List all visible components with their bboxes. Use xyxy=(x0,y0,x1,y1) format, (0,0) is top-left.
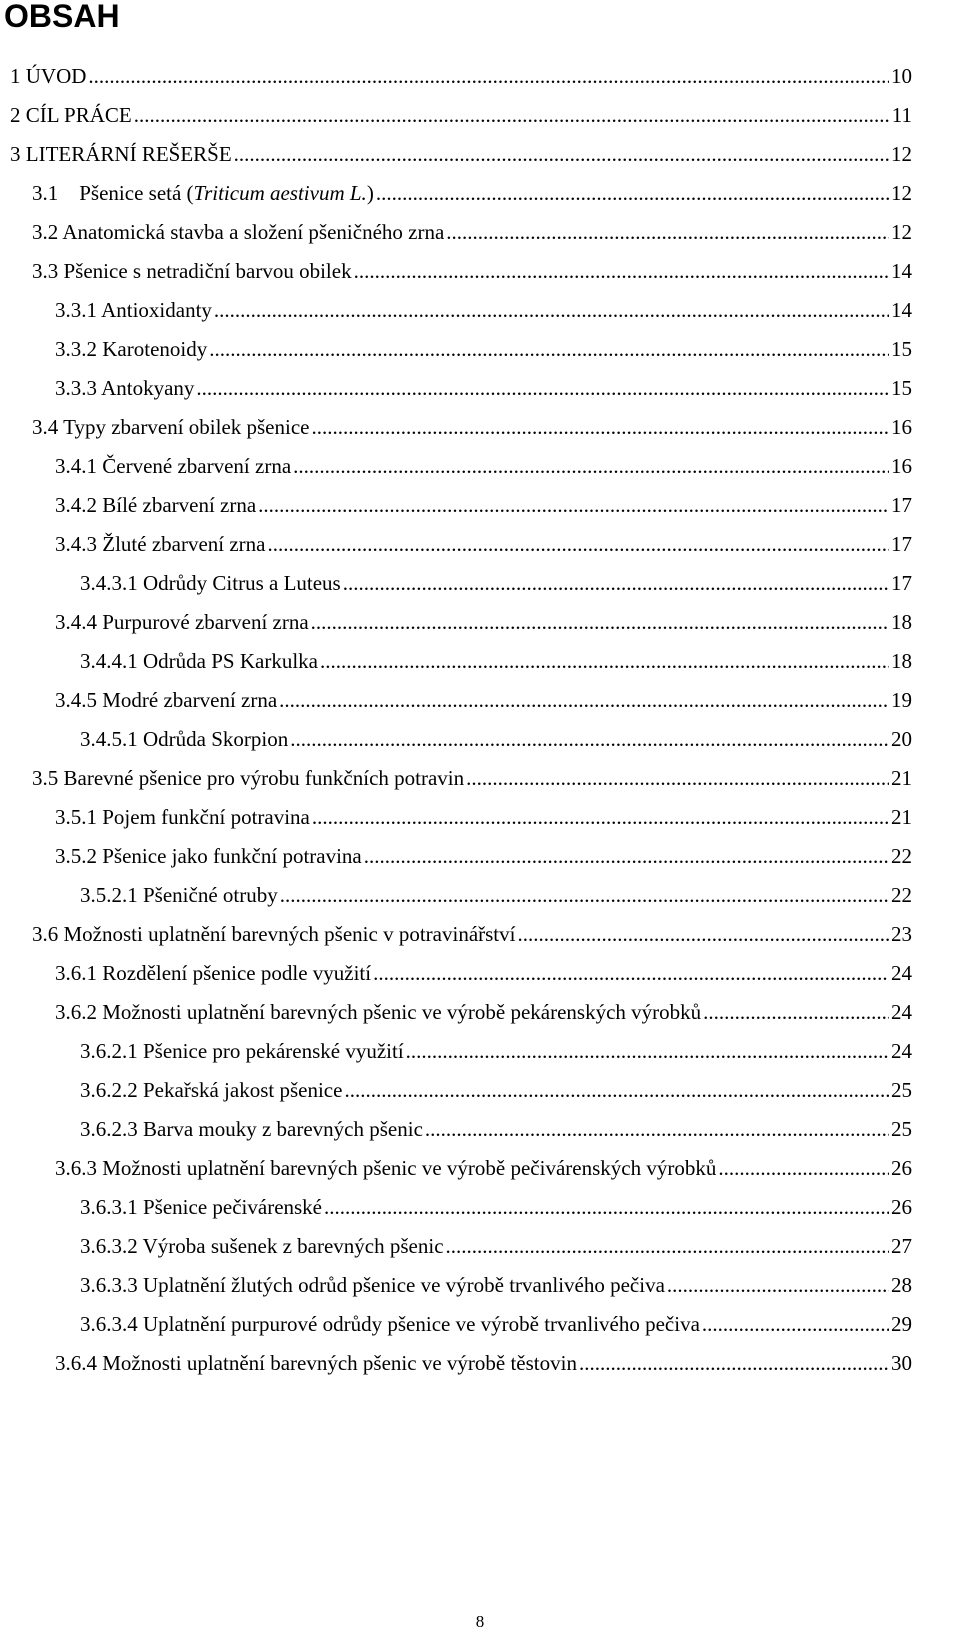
toc-leader-dots xyxy=(258,491,889,519)
toc-entry-page: 15 xyxy=(891,376,912,400)
toc-entry-title: 3.6.1 Rozdělení pšenice podle využití xyxy=(55,961,372,985)
toc-entry-page: 25 xyxy=(891,1078,912,1102)
toc-leader-dots xyxy=(376,179,889,207)
toc-leader-dots xyxy=(290,725,889,753)
toc-leader-dots xyxy=(703,998,889,1026)
toc-entry-page: 27 xyxy=(891,1234,912,1258)
toc-entry-title: 3.6.3.2 Výroba sušenek z barevných pšenic xyxy=(80,1234,444,1258)
toc-entry-title: 3.4.2 Bílé zbarvení zrna xyxy=(55,493,257,517)
toc-leader-dots xyxy=(344,1076,889,1104)
toc-entry-page: 18 xyxy=(891,610,912,634)
toc-leader-dots xyxy=(311,608,889,636)
toc-entry-page: 30 xyxy=(891,1351,912,1375)
toc-entry[interactable] xyxy=(32,764,912,792)
toc-entry[interactable] xyxy=(55,608,912,636)
toc-entry-page: 12 xyxy=(891,142,912,166)
toc-entry-title: 3.4 Typy zbarvení obilek pšenice xyxy=(32,415,310,439)
toc-entry-title: 2 CÍL PRÁCE xyxy=(10,103,132,127)
toc-entry-title: 3.6.2.3 Barva mouky z barevných pšenic xyxy=(80,1117,423,1141)
toc-entry[interactable] xyxy=(80,1271,912,1299)
toc-leader-dots xyxy=(234,140,889,168)
toc-entry-title: 3.6.3.4 Uplatnění purpurové odrůdy pšenice ve výrobě trvanlivého pečiva xyxy=(80,1312,700,1336)
toc-entry[interactable] xyxy=(55,1154,912,1182)
toc-entry-page: 20 xyxy=(891,727,912,751)
toc-entry-title: 3.4.1 Červené zbarvení zrna xyxy=(55,454,292,478)
toc-entry[interactable] xyxy=(32,413,912,441)
toc-entry-page: 11 xyxy=(891,103,912,127)
toc-entry-page: 14 xyxy=(891,259,912,283)
toc-entry-title: 3.6.2.1 Pšenice pro pekárenské využití xyxy=(80,1039,404,1063)
toc-entry-page: 22 xyxy=(891,883,912,907)
toc-entry-title: 3 LITERÁRNÍ REŠERŠE xyxy=(10,142,232,166)
toc-leader-dots xyxy=(364,842,889,870)
toc-entry-page: 17 xyxy=(891,571,912,595)
toc-entry-page: 10 xyxy=(891,64,912,88)
toc-entry-page: 16 xyxy=(891,415,912,439)
toc-entry[interactable] xyxy=(55,296,912,324)
toc-entry-page: 22 xyxy=(891,844,912,868)
toc-entry-title: 3.3.1 Antioxidanty xyxy=(55,298,212,322)
toc-leader-dots xyxy=(343,569,889,597)
toc-leader-dots xyxy=(293,452,889,480)
toc-leader-dots xyxy=(446,1232,889,1260)
toc-entry[interactable] xyxy=(55,530,912,558)
toc-entry-page: 12 xyxy=(891,220,912,244)
toc-entry-title: 3.4.5.1 Odrůda Skorpion xyxy=(80,727,289,751)
toc-entry[interactable] xyxy=(10,62,912,90)
toc-entry-page: 25 xyxy=(891,1117,912,1141)
toc-leader-dots xyxy=(406,1037,889,1065)
toc-leader-dots xyxy=(311,413,889,441)
toc-entry-title: 3.4.4 Purpurové zbarvení zrna xyxy=(55,610,309,634)
toc-entry-page: 23 xyxy=(891,922,912,946)
toc-entry[interactable] xyxy=(32,218,912,246)
toc-entry-page: 24 xyxy=(891,961,912,985)
toc-entry[interactable] xyxy=(80,725,912,753)
toc-entry[interactable] xyxy=(55,1349,912,1377)
toc-leader-dots xyxy=(466,764,889,792)
toc-entry-title: 3.4.3 Žluté zbarvení zrna xyxy=(55,532,266,556)
toc-leader-dots xyxy=(373,959,889,987)
toc-entry[interactable] xyxy=(80,569,912,597)
toc-entry[interactable] xyxy=(80,1115,912,1143)
toc-entry-page: 21 xyxy=(891,766,912,790)
toc-entry-title: 3.5.2.1 Pšeničné otruby xyxy=(80,883,278,907)
toc-entry-page: 21 xyxy=(891,805,912,829)
toc-entry-title xyxy=(32,179,374,207)
toc-entry-title: 3.5.2 Pšenice jako funkční potravina xyxy=(55,844,362,868)
toc-entry-title-suffix: ) xyxy=(366,181,374,205)
toc-entry[interactable] xyxy=(32,257,912,285)
toc-entry-title: 3.6 Možnosti uplatnění barevných pšenic v potravinářství xyxy=(32,922,516,946)
toc-leader-dots xyxy=(280,881,889,909)
toc-leader-dots xyxy=(88,62,889,90)
toc-entry[interactable] xyxy=(80,1310,912,1338)
toc-leader-dots xyxy=(196,374,889,402)
toc-entry[interactable] xyxy=(80,1076,912,1104)
toc-entry[interactable] xyxy=(55,803,912,831)
toc-entry[interactable] xyxy=(32,179,912,207)
toc-leader-dots xyxy=(702,1310,889,1338)
toc-entry-title: 1 ÚVOD xyxy=(10,64,87,88)
toc-entry[interactable] xyxy=(55,335,912,363)
toc-leader-dots xyxy=(279,686,889,714)
toc-entry-title: 3.3 Pšenice s netradiční barvou obilek xyxy=(32,259,352,283)
toc-entry[interactable] xyxy=(80,647,912,675)
toc-entry-title: 3.6.2 Možnosti uplatnění barevných pšenic ve výrobě pekárenských výrobků xyxy=(55,1000,702,1024)
toc-entry-page: 17 xyxy=(891,493,912,517)
page-heading: OBSAH xyxy=(4,0,120,34)
toc-entry-title: 3.4.5 Modré zbarvení zrna xyxy=(55,688,278,712)
toc-entry-title: 3.6.2.2 Pekařská jakost pšenice xyxy=(80,1078,343,1102)
toc-entry-title: 3.6.3.1 Pšenice pečivárenské xyxy=(80,1195,323,1219)
toc-entry[interactable] xyxy=(10,140,912,168)
toc-leader-dots xyxy=(324,1193,889,1221)
toc-entry-title: 3.5.1 Pojem funkční potravina xyxy=(55,805,310,829)
toc-entry-page: 17 xyxy=(891,532,912,556)
toc-leader-dots xyxy=(320,647,889,675)
toc-entry-title: 3.6.3.3 Uplatnění žlutých odrůd pšenice ve výrobě trvanlivého pečiva xyxy=(80,1273,665,1297)
toc-entry-title: 3.6.3 Možnosti uplatnění barevných pšenic ve výrobě pečivárenských výrobků xyxy=(55,1156,717,1180)
toc-entry-page: 12 xyxy=(891,181,912,205)
toc-entry-page: 24 xyxy=(891,1000,912,1024)
toc-entry[interactable] xyxy=(55,374,912,402)
toc-entry-title-latin: Triticum aestivum L. xyxy=(193,181,367,205)
toc-entry-title-prefix: 3.1 Pšenice setá ( xyxy=(32,181,194,205)
toc-leader-dots xyxy=(268,530,890,558)
toc-entry-title: 3.6.4 Možnosti uplatnění barevných pšenic ve výrobě těstovin xyxy=(55,1351,577,1375)
toc-entry-title: 3.4.3.1 Odrůdy Citrus a Luteus xyxy=(80,571,341,595)
toc-entry[interactable] xyxy=(55,686,912,714)
toc-entry[interactable] xyxy=(80,881,912,909)
toc-entry[interactable] xyxy=(55,959,912,987)
page-number: 8 xyxy=(475,1612,485,1631)
toc-entry[interactable] xyxy=(80,1193,912,1221)
toc-entry-page: 28 xyxy=(891,1273,912,1297)
toc-entry[interactable] xyxy=(80,1037,912,1065)
toc-leader-dots xyxy=(354,257,889,285)
toc-entry-page: 19 xyxy=(891,688,912,712)
toc-entry-page: 15 xyxy=(891,337,912,361)
toc-entry-title: 3.4.4.1 Odrůda PS Karkulka xyxy=(80,649,318,673)
toc-entry-title: 3.5 Barevné pšenice pro výrobu funkčních potravin xyxy=(32,766,465,790)
toc-entry-title: 3.3.3 Antokyany xyxy=(55,376,195,400)
toc-leader-dots xyxy=(214,296,889,324)
toc-entry-page: 14 xyxy=(891,298,912,322)
toc-leader-dots xyxy=(446,218,889,246)
toc-entry-page: 18 xyxy=(891,649,912,673)
toc-entry-page: 24 xyxy=(891,1039,912,1063)
toc-entry-page: 26 xyxy=(891,1156,912,1180)
toc-entry[interactable] xyxy=(10,101,912,129)
toc-leader-dots xyxy=(209,335,889,363)
toc-entry[interactable] xyxy=(55,452,912,480)
toc-leader-dots xyxy=(718,1154,889,1182)
toc-entry-page: 26 xyxy=(891,1195,912,1219)
toc-leader-dots xyxy=(579,1349,889,1377)
toc-entry[interactable] xyxy=(55,842,912,870)
toc-leader-dots xyxy=(517,920,889,948)
toc-leader-dots xyxy=(312,803,889,831)
toc-entry-page: 16 xyxy=(891,454,912,478)
toc-entry[interactable] xyxy=(32,920,912,948)
toc-leader-dots xyxy=(425,1115,889,1143)
toc-leader-dots xyxy=(134,101,890,129)
toc-entry-title: 3.3.2 Karotenoidy xyxy=(55,337,208,361)
toc-entry-page: 29 xyxy=(891,1312,912,1336)
toc-entry[interactable] xyxy=(55,491,912,519)
toc-leader-dots xyxy=(667,1271,889,1299)
toc-entry-title: 3.2 Anatomická stavba a složení pšeničného zrna xyxy=(32,220,445,244)
toc-entry[interactable] xyxy=(80,1232,912,1260)
toc-entry[interactable] xyxy=(55,998,912,1026)
